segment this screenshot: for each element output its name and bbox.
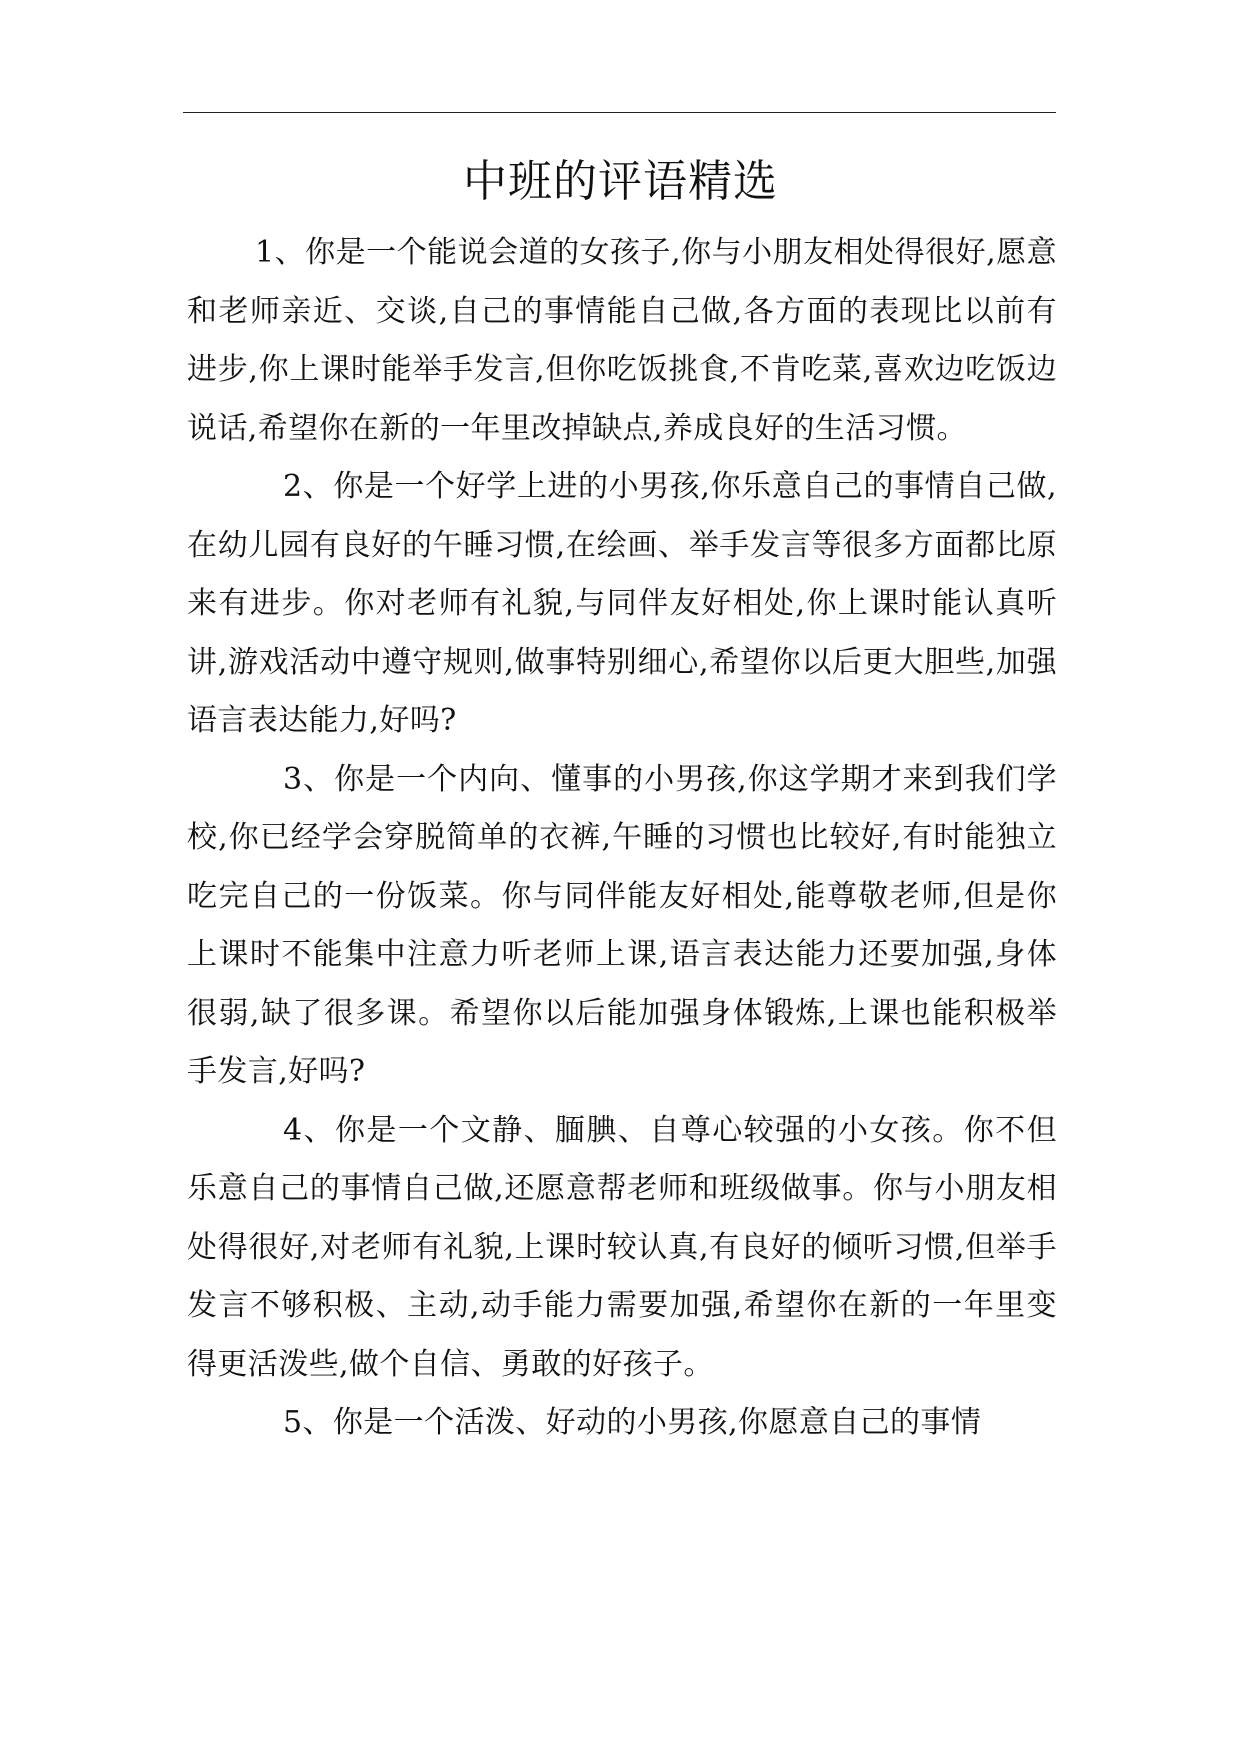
page-title: 中班的评语精选	[463, 156, 778, 207]
header-divider	[183, 112, 1056, 113]
comment-paragraph-4: 4、你是一个文静、腼腆、自尊心较强的小女孩。你不但乐意自己的事情自己做,还愿意帮老师和班级做事。你与小朋友相处得很好,对老师有礼貌,上课时较认真,有良好的倾听习惯,但举手发言不够积极、主动,动手能力需要加强,希望你在新的一年里变得更活泼些,做个自信、勇敢的好孩子。	[187, 1112, 1057, 1382]
comment-paragraph-1: 1、你是一个能说会道的女孩子,你与小朋友相处得很好,愿意和老师亲近、交谈,自己的事情能自己做,各方面的表现比以前有进步,你上课时能举手发言,但你吃饭挑食,不肯吃菜,喜欢边吃饭边说话,希望你在新的一年里改掉缺点,养成良好的生活习惯。	[187, 235, 1057, 446]
comment-paragraph-5: 5、你是一个活泼、好动的小男孩,你愿意自己的事情	[283, 1405, 982, 1440]
document-body	[187, 224, 1057, 1453]
comment-paragraph-3: 3、你是一个内向、懂事的小男孩,你这学期才来到我们学校,你已经学会穿脱简单的衣裤,午睡的习惯也比较好,有时能独立吃完自己的一份饭菜。你与同伴能友好相处,能尊敬老师,但是你上课时不能集中注意力听老师上课,语言表达能力还要加强,身体很弱,缺了很多课。希望你以后能加强身体锻炼,上课也能积极举手发言,好吗?	[187, 761, 1057, 1089]
comment-paragraph-2: 2、你是一个好学上进的小男孩,你乐意自己的事情自己做,在幼儿园有良好的午睡习惯,在绘画、举手发言等很多方面都比原来有进步。你对老师有礼貌,与同伴友好相处,你上课时能认真听讲,游戏活动中遵守规则,做事特别细心,希望你以后更大胆些,加强语言表达能力,好吗?	[187, 469, 1057, 738]
